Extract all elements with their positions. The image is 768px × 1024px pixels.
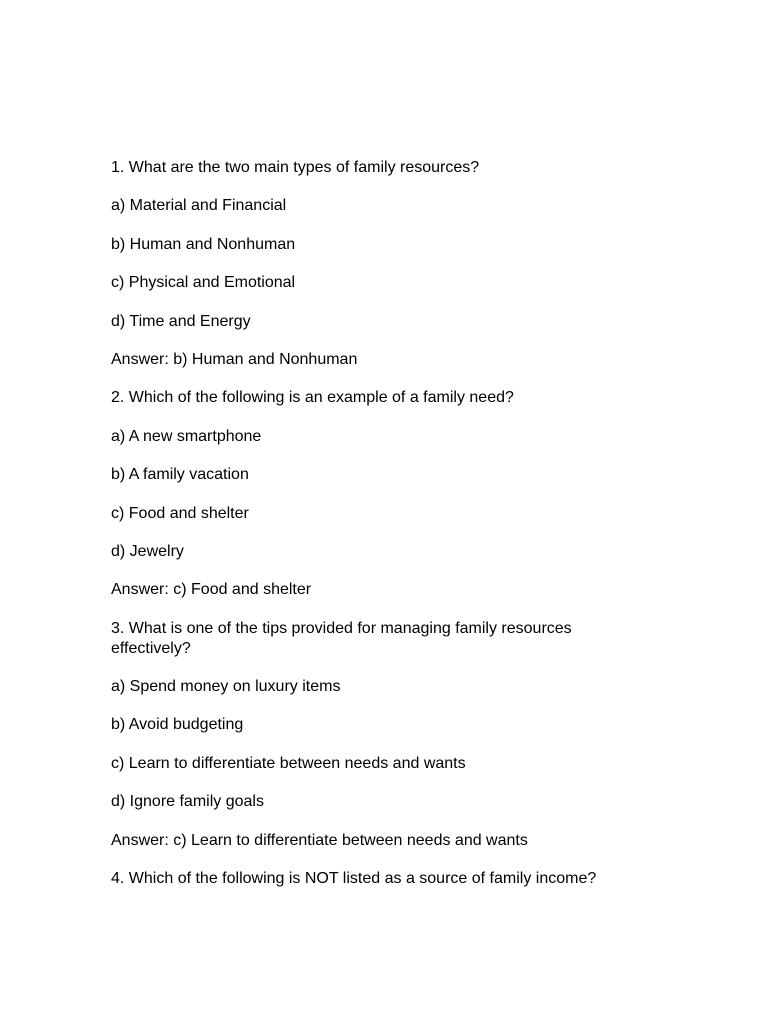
question-1-option-b: b) Human and Nonhuman bbox=[111, 235, 296, 253]
question-3-answer: Answer: c) Learn to differentiate between needs and wants bbox=[111, 831, 528, 849]
question-1-answer: Answer: b) Human and Nonhuman bbox=[111, 350, 358, 368]
question-3-option-d: d) Ignore family goals bbox=[111, 793, 264, 811]
question-1-option-c: c) Physical and Emotional bbox=[111, 274, 296, 292]
question-2: 2. Which of the following is an example of a family need? bbox=[111, 389, 514, 407]
question-1: 1. What are the two main types of family resources? bbox=[111, 159, 480, 176]
question-2-option-a: a) A new smartphone bbox=[111, 427, 262, 445]
question-2-option-c: c) Food and shelter bbox=[111, 504, 249, 522]
question-3-option-a: a) Spend money on luxury items bbox=[111, 678, 341, 696]
question-4: 4. Which of the following is NOT listed as a source of family income? bbox=[111, 870, 597, 888]
question-1-option-a: a) Material and Financial bbox=[111, 197, 287, 215]
question-3-option-b: b) Avoid budgeting bbox=[111, 716, 244, 734]
question-2-answer: Answer: c) Food and shelter bbox=[111, 581, 312, 599]
question-3: 3. What is one of the tips provided for managing family resources effectively? bbox=[111, 619, 572, 657]
question-1-option-d: d) Time and Energy bbox=[111, 312, 251, 330]
question-2-option-b: b) A family vacation bbox=[111, 466, 249, 484]
question-3-option-c: c) Learn to differentiate between needs and wants bbox=[111, 754, 466, 772]
question-2-option-d: d) Jewelry bbox=[111, 542, 184, 560]
quiz-content bbox=[111, 158, 651, 907]
